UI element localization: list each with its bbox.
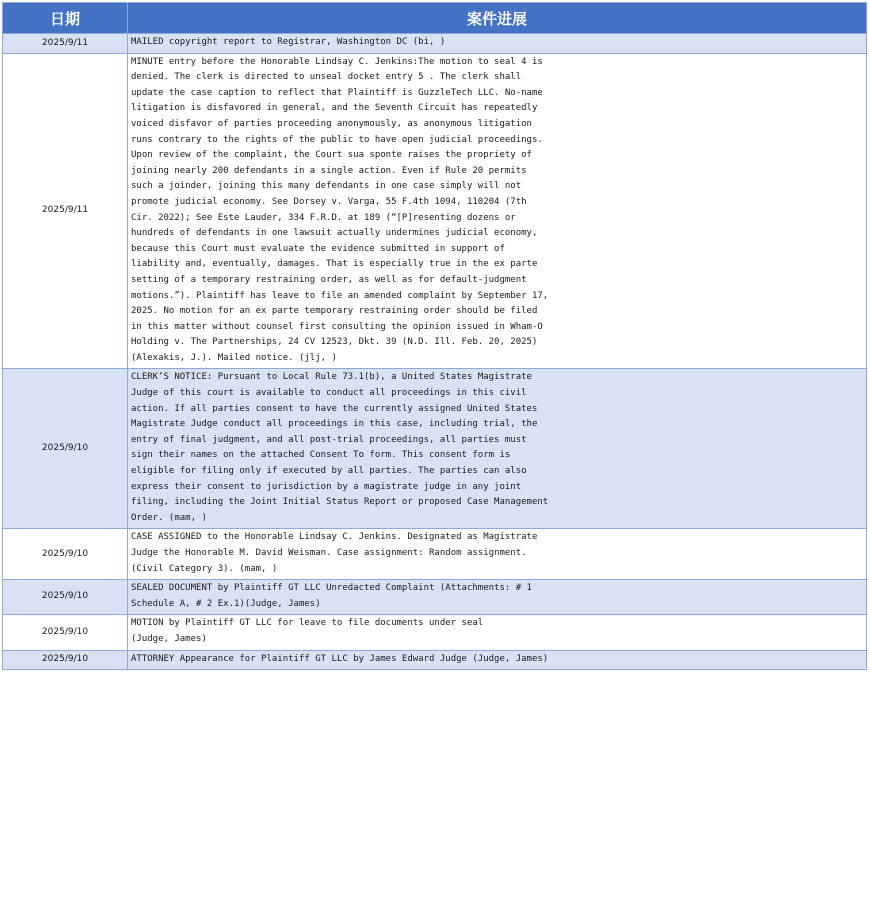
entry-text: CASE ASSIGNED to the Honorable Lindsay C. Jenkins. Designated as Magistrate Judge the Honorable M. David Weisman. Case assignment: Random assignment. (Civil Category 3). (mam, ) [128,529,867,580]
entry-date: 2025/9/10 [3,615,128,650]
entry-text: MOTION by Plaintiff GT LLC for leave to file documents under seal (Judge, James) [128,615,867,650]
progress-column-header: 案件进展 [128,3,867,34]
table-row [3,53,867,369]
entry-date: 2025/9/11 [3,53,128,369]
table-row [3,615,867,650]
date-column-header: 日期 [3,3,128,34]
entry-text: CLERK’S NOTICE: Pursuant to Local Rule 73.1(b), a United States Magistrate Judge of this court is available to conduct all proceedings in this civil action. If all parties consent to have the currently assigned United States Magistrate Judge conduct all proceedings in this case, including trial, the entry of final judgment, and all post-trial proceedings, all parties must sign their names on the attached Consent To form. This consent form is eligible for filing only if executed by all parties. The parties can also express their consent to jurisdiction by a magistrate judge in any joint filing, including the Joint Initial Status Report or proposed Case Management Order. (mam, ) [128,369,867,529]
entry-text: MAILED copyright report to Registrar, Washington DC (bi, ) [128,34,867,54]
entry-date: 2025/9/11 [3,34,128,54]
table-row [3,529,867,580]
entry-text: ATTORNEY Appearance for Plaintiff GT LLC by James Edward Judge (Judge, James) [128,650,867,670]
table-row [3,580,867,615]
entry-date: 2025/9/10 [3,369,128,529]
header-row [3,3,867,34]
entry-text: MINUTE entry before the Honorable Lindsay C. Jenkins:The motion to seal 4 is denied. The clerk is directed to unseal docket entry 5 . The clerk shall update the case caption to reflect that Plaintiff is GuzzleTech LLC. No-name litigation is disfavored in general, and the Seventh Circuit has repeatedly voiced disfavor of parties proceeding anonymously, as anonymous litigation runs contrary to the rights of the public to have open judicial proceedings. Upon review of the complaint, the Court sua sponte raises the propriety of joining nearly 200 defendants in a single action. Even if Rule 20 permits such a joinder, joining this many defendants in one case simply will not promote judicial economy. See Dorsey v. Varga, 55 F.4th 1094, 110204 (7th Cir. 2022); See Este Lauder, 334 F.R.D. at 189 (“[P]resenting dozens or hundreds of defendants in one lawsuit actually undermines judicial economy, because this Court must evaluate the evidence submitted in support of liability and, eventually, damages. That is especially true in the ex parte setting of a temporary restraining order, as well as for default-judgment motions.”). Plaintiff has leave to file an amended complaint by September 17, 2025. No motion for an ex parte temporary restraining order should be filed in this matter without counsel first consulting the opinion issued in Wham-O Holding v. The Partnerships, 24 CV 12523, Dkt. 39 (N.D. Ill. Feb. 20, 2025) (Alexakis, J.). Mailed notice. (jlj, ) [128,53,867,369]
table-row [3,650,867,670]
entry-text: SEALED DOCUMENT by Plaintiff GT LLC Unredacted Complaint (Attachments: # 1 Schedule A, # 2 Ex.1)(Judge, James) [128,580,867,615]
entry-date: 2025/9/10 [3,580,128,615]
table-row [3,34,867,54]
table-row [3,369,867,529]
entry-date: 2025/9/10 [3,529,128,580]
entry-date: 2025/9/10 [3,650,128,670]
docket-table [2,2,867,670]
